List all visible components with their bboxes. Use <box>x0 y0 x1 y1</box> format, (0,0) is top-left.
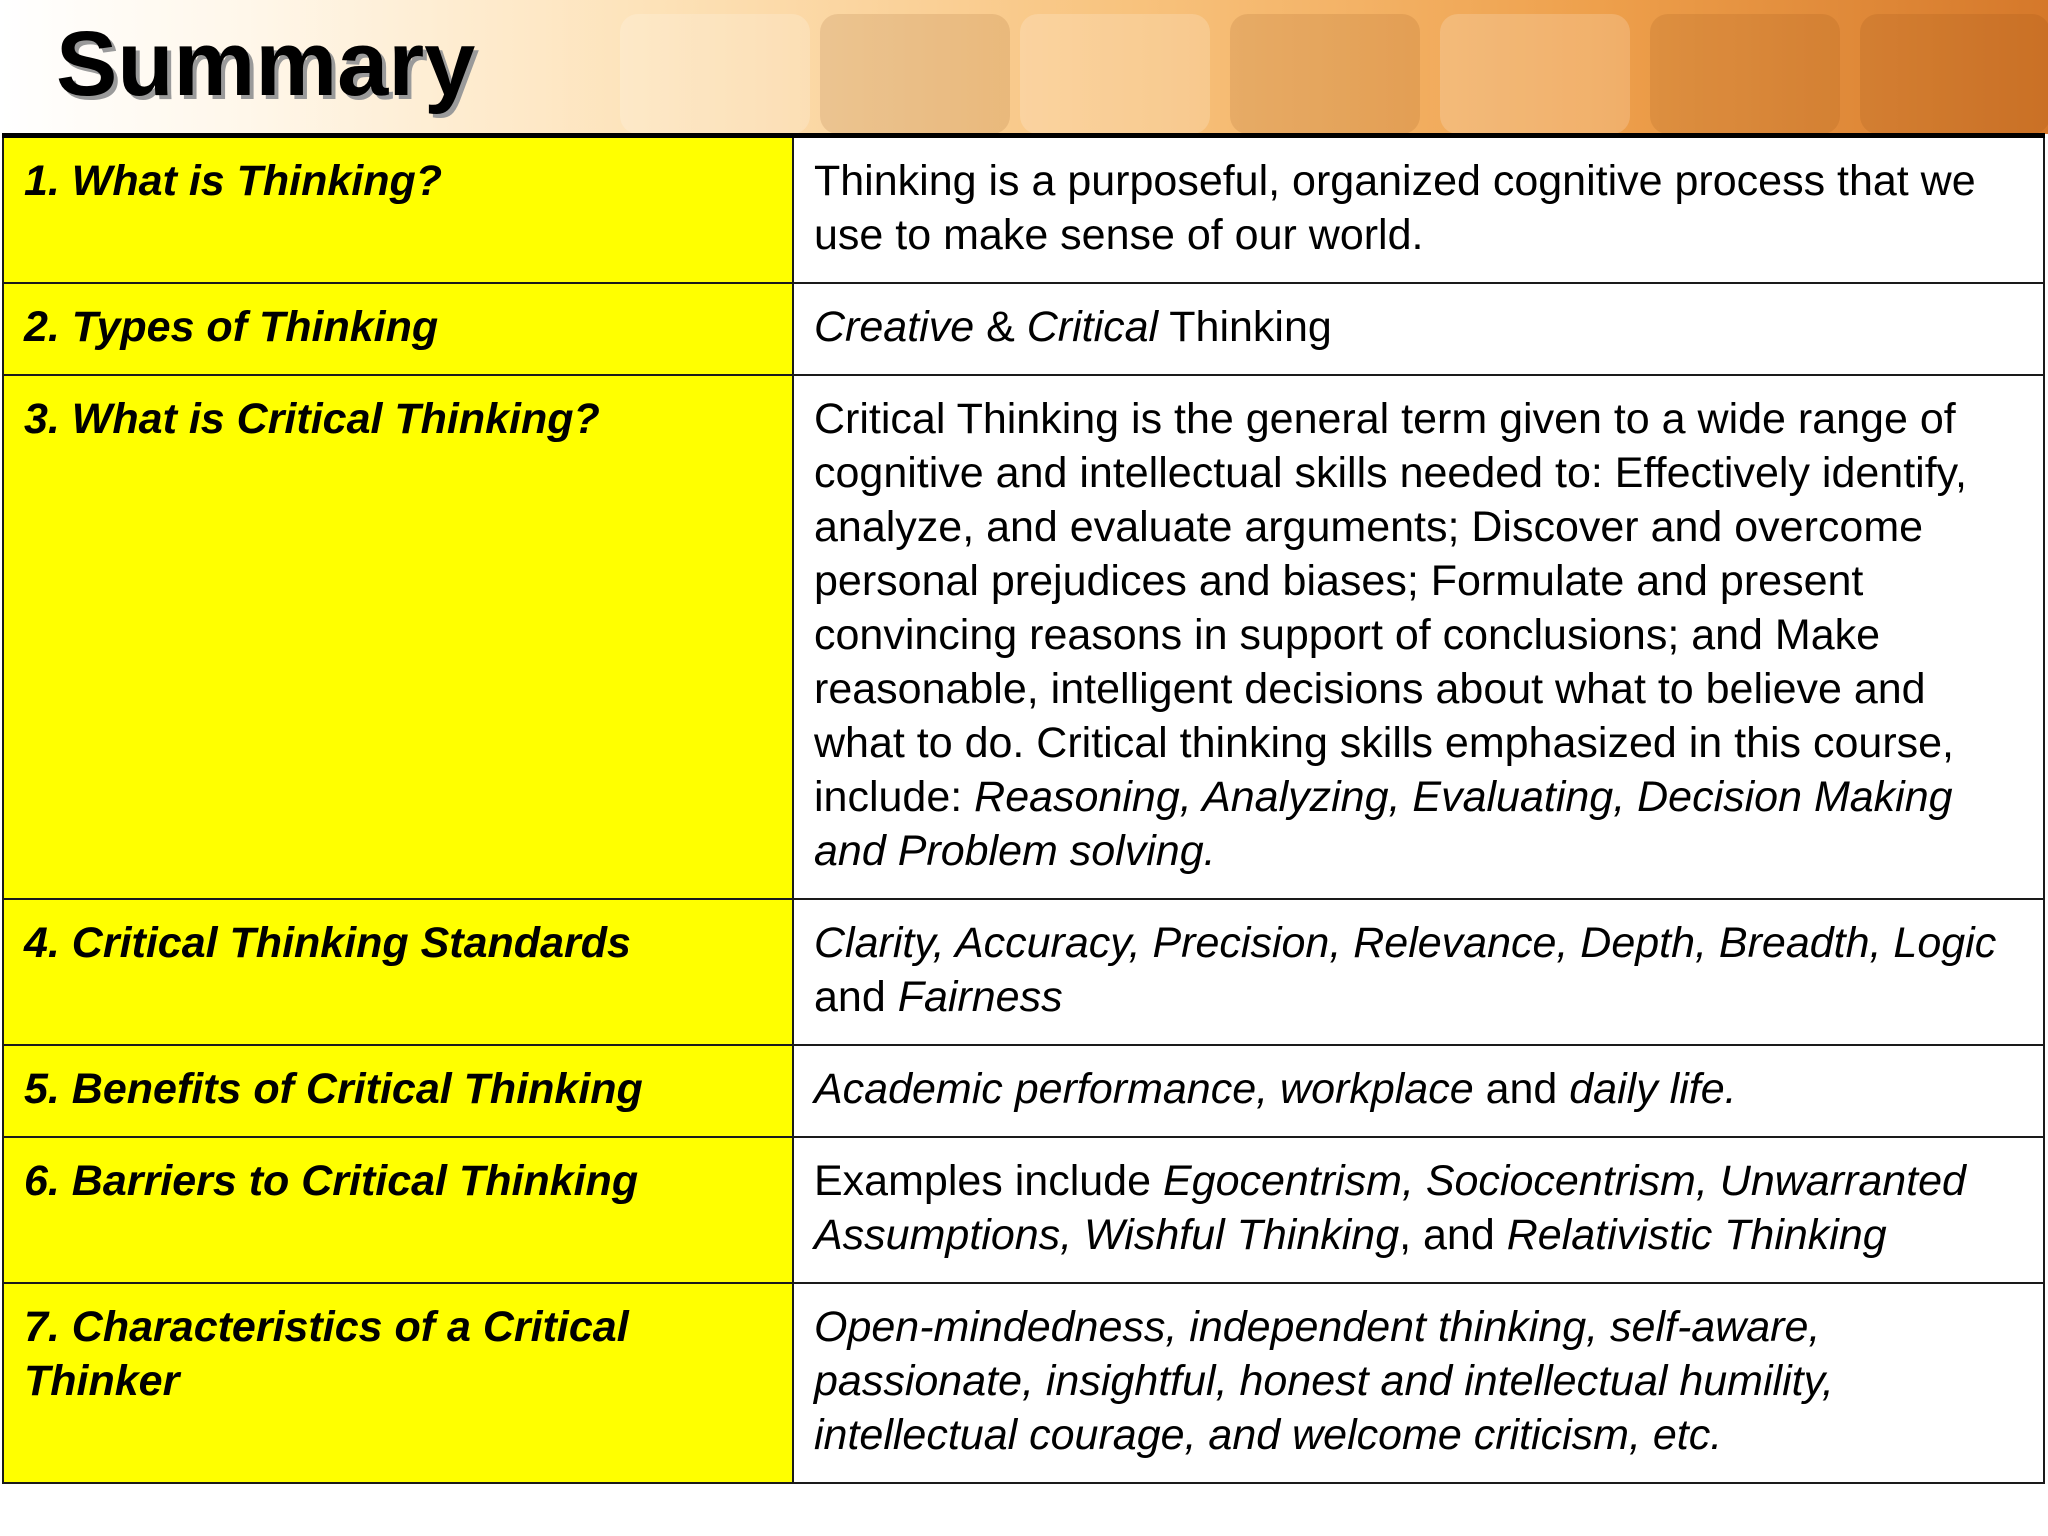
topic-label: 1. What is Thinking? <box>24 157 443 205</box>
banner-photo-tile <box>820 14 1010 134</box>
page-title: Summary <box>56 13 476 115</box>
topic-label: 3. What is Critical Thinking? <box>24 395 600 443</box>
topic-cell <box>3 136 793 284</box>
detail-text: Critical <box>1026 303 1159 351</box>
detail-cell <box>793 283 2044 375</box>
table-row <box>3 136 2044 284</box>
banner-photo-tile <box>620 14 810 134</box>
table-row <box>3 1137 2044 1283</box>
detail-text: Fairness <box>897 973 1063 1021</box>
detail-text: Thinking is a purposeful, organized cognitive process that we use to make sense of our world. <box>814 157 1976 259</box>
detail-text: Critical Thinking is the general term given to a wide range of cognitive and intellectual skills needed to: Effectively identify, analyze, and evaluate arguments; Discover and overcome personal prejudices and biases; Formulate and present convincing reasons in support of conclusions; and Make reasonable, intelligent decisions about what to believe and what to do. Critical thinking skills emphasized in this course, include: <box>814 395 1967 821</box>
topic-label: 2. Types of Thinking <box>24 303 439 351</box>
topic-label: 5. Benefits of Critical Thinking <box>24 1065 643 1113</box>
topic-label: 6. Barriers to Critical Thinking <box>24 1157 639 1205</box>
detail-text: Academic performance, workplace <box>814 1065 1474 1113</box>
topic-cell <box>3 375 793 899</box>
banner-photo-tile <box>1230 14 1420 134</box>
detail-text: Clarity, Accuracy, Precision, Relevance, Depth, Breadth, Logic <box>814 919 1997 967</box>
detail-text: & <box>974 303 1027 351</box>
summary-table-body <box>3 136 2044 1484</box>
table-row <box>3 899 2044 1045</box>
detail-cell <box>793 375 2044 899</box>
summary-table <box>2 133 2045 1484</box>
banner-photo-tile <box>1860 14 2048 134</box>
detail-text: and <box>814 973 898 1021</box>
table-row <box>3 375 2044 899</box>
topic-label: 7. Characteristics of a Critical Thinker <box>24 1303 629 1405</box>
detail-text: Relativistic Thinking <box>1506 1211 1887 1259</box>
banner-photo-tile <box>1650 14 1840 134</box>
detail-text: Examples include <box>814 1157 1163 1205</box>
detail-text: daily life. <box>1569 1065 1737 1113</box>
detail-cell <box>793 1137 2044 1283</box>
banner-photo-tile <box>1440 14 1630 134</box>
detail-cell <box>793 136 2044 284</box>
detail-text: Open-mindedness, independent thinking, self-aware, passionate, insightful, honest and intellectual humility, intellectual courage, and welcome criticism, etc. <box>814 1303 1834 1459</box>
table-row <box>3 283 2044 375</box>
detail-cell <box>793 1283 2044 1483</box>
detail-text: , and <box>1399 1211 1507 1259</box>
banner-photo-tile <box>1020 14 1210 134</box>
topic-label: 4. Critical Thinking Standards <box>24 919 631 967</box>
detail-cell <box>793 1045 2044 1137</box>
detail-text: Reasoning, Analyzing, Evaluating, Decision Making and Problem solving. <box>814 773 1953 875</box>
topic-cell <box>3 1137 793 1283</box>
topic-cell <box>3 1283 793 1483</box>
detail-text: Thinking <box>1158 303 1332 351</box>
topic-cell <box>3 1045 793 1137</box>
topic-cell <box>3 899 793 1045</box>
table-row <box>3 1045 2044 1137</box>
table-row <box>3 1283 2044 1483</box>
detail-text: and <box>1473 1065 1570 1113</box>
detail-text: Egocentrism, Sociocentrism, Unwarranted Assumptions, Wishful Thinking <box>814 1157 1966 1259</box>
detail-cell <box>793 899 2044 1045</box>
topic-cell <box>3 283 793 375</box>
detail-text: Creative <box>814 303 975 351</box>
